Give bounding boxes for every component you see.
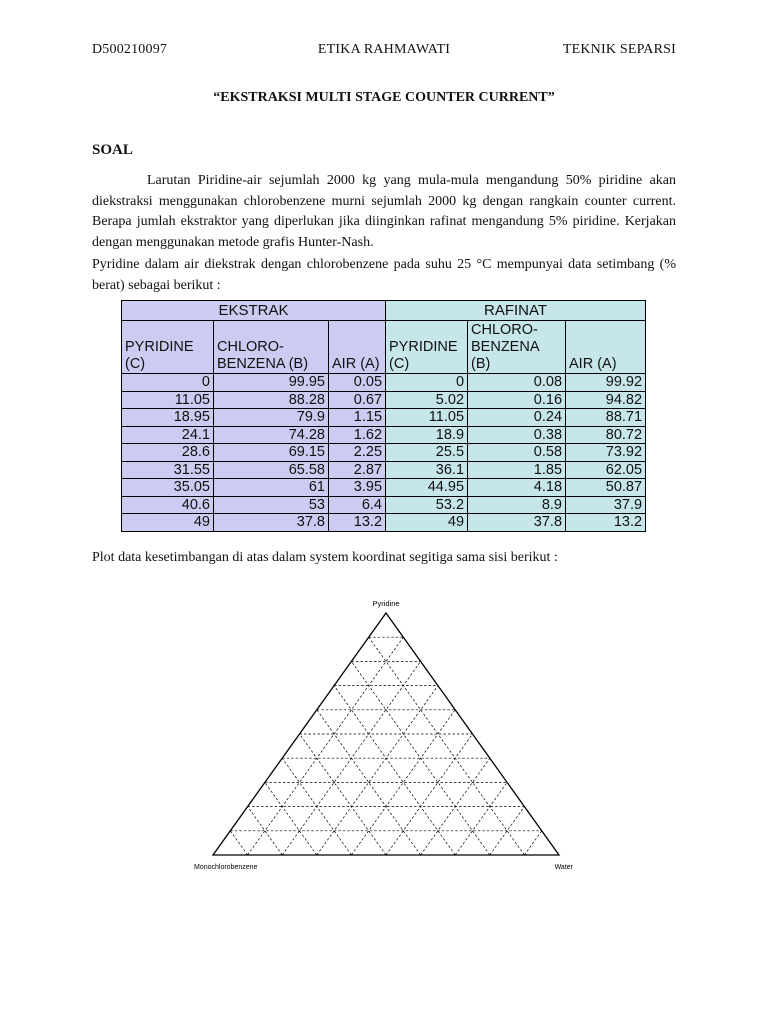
cell-rf-air: 80.72: [566, 426, 646, 444]
cell-rf-air: 99.92: [566, 374, 646, 392]
ternary-label-monochlorobenzene: Monochlorobenzene: [194, 864, 258, 871]
cell-ek-pyridine: 28.6: [122, 444, 214, 462]
col-header-ekstrak-pyridine: PYRIDINE (C): [122, 320, 214, 374]
cell-ek-chlorobenzena: 79.9: [214, 409, 329, 427]
cell-ek-chlorobenzena: 99.95: [214, 374, 329, 392]
table-row: [122, 496, 646, 514]
cell-ek-air: 1.62: [329, 426, 386, 444]
header-course: TEKNIK SEPARSI: [562, 42, 676, 57]
cell-rf-pyridine: 18.9: [386, 426, 468, 444]
ternary-diagram: [188, 595, 584, 875]
grid-line-chlorobenzene: [248, 637, 404, 855]
cell-ek-pyridine: 40.6: [122, 496, 214, 514]
cell-ek-air: 1.15: [329, 409, 386, 427]
cell-rf-chlorobenzena: 0.24: [468, 409, 566, 427]
section-heading: SOAL: [92, 142, 133, 158]
cell-ek-pyridine: 35.05: [122, 479, 214, 497]
cell-ek-chlorobenzena: 65.58: [214, 461, 329, 479]
cell-rf-chlorobenzena: 0.38: [468, 426, 566, 444]
cell-rf-pyridine: 5.02: [386, 391, 468, 409]
group-header-ekstrak: EKSTRAK: [122, 301, 386, 321]
cell-ek-pyridine: 24.1: [122, 426, 214, 444]
cell-ek-pyridine: 0: [122, 374, 214, 392]
data-intro-paragraph: Pyridine dalam air diekstrak dengan chlorobenzene pada suhu 25 °C mempunyai data setimbang (% berat) sebagai berikut :: [92, 257, 676, 293]
cell-ek-pyridine: 31.55: [122, 461, 214, 479]
cell-rf-air: 62.05: [566, 461, 646, 479]
grid-line-water: [369, 637, 525, 855]
cell-ek-chlorobenzena: 37.8: [214, 514, 329, 532]
grid-line-chlorobenzene: [386, 734, 473, 855]
table-row: [122, 374, 646, 392]
col-header-rafinat-pyridine: PYRIDINE (C): [386, 320, 468, 374]
cell-rf-pyridine: 25.5: [386, 444, 468, 462]
col-header-rafinat-air: AIR (A): [566, 320, 646, 374]
problem-paragraph: Larutan Piridine-air sejumlah 2000 kg yang mula-mula mengandung 50% piridine akan diekstraksi menggunakan chlorobenzene murni sejumlah 2000 kg dengan rangkain counter current. Berapa jumlah ekstraktor yang diperlukan jika diinginkan rafinat mengandung 5% piridine. Kerjakan dengan menggunakan metode grafis Hunter-Nash.: [92, 173, 676, 250]
header-student-id: D500210097: [92, 42, 168, 57]
document-title: “EKSTRAKSI MULTI STAGE COUNTER CURRENT”: [213, 90, 555, 105]
grid-line-chlorobenzene: [317, 686, 438, 855]
cell-ek-chlorobenzena: 74.28: [214, 426, 329, 444]
cell-rf-air: 37.9: [566, 496, 646, 514]
ternary-label-pyridine: Pyridine: [372, 599, 400, 608]
cell-rf-pyridine: 0: [386, 374, 468, 392]
cell-ek-air: 6.4: [329, 496, 386, 514]
grid-line-water: [334, 686, 455, 855]
page-header: [92, 42, 676, 62]
cell-rf-chlorobenzena: 0.08: [468, 374, 566, 392]
cell-rf-chlorobenzena: 4.18: [468, 479, 566, 497]
cell-ek-air: 0.67: [329, 391, 386, 409]
group-header-rafinat: RAFINAT: [386, 301, 646, 321]
cell-rf-chlorobenzena: 1.85: [468, 461, 566, 479]
grid-line-water: [230, 831, 247, 855]
grid-line-chlorobenzene: [455, 782, 507, 855]
cell-rf-pyridine: 36.1: [386, 461, 468, 479]
cell-ek-pyridine: 49: [122, 514, 214, 532]
cell-ek-chlorobenzena: 61: [214, 479, 329, 497]
cell-ek-pyridine: 11.05: [122, 391, 214, 409]
cell-ek-air: 3.95: [329, 479, 386, 497]
table-row: [122, 444, 646, 462]
cell-rf-air: 50.87: [566, 479, 646, 497]
table-body: [122, 374, 646, 532]
cell-ek-pyridine: 18.95: [122, 409, 214, 427]
cell-rf-air: 94.82: [566, 391, 646, 409]
table-row: [122, 514, 646, 532]
cell-ek-chlorobenzena: 69.15: [214, 444, 329, 462]
cell-rf-air: 73.92: [566, 444, 646, 462]
cell-rf-pyridine: 11.05: [386, 409, 468, 427]
col-header-rafinat-chlorobenzena: CHLORO-BENZENA (B): [468, 320, 566, 374]
equilibrium-data-table: [121, 300, 646, 532]
col-header-ekstrak-chlorobenzena: CHLORO-BENZENA (B): [214, 320, 329, 374]
plot-instruction-paragraph: Plot data kesetimbangan di atas dalam system koordinat segitiga sama sisi berikut :: [92, 550, 558, 565]
grid-line-chlorobenzene: [351, 710, 455, 855]
grid-line-water: [265, 782, 317, 855]
cell-rf-chlorobenzena: 0.58: [468, 444, 566, 462]
cell-rf-air: 88.71: [566, 409, 646, 427]
table-row: [122, 479, 646, 497]
cell-ek-chlorobenzena: 53: [214, 496, 329, 514]
ternary-grid: [230, 637, 541, 855]
cell-rf-pyridine: 44.95: [386, 479, 468, 497]
cell-ek-air: 2.25: [329, 444, 386, 462]
cell-ek-chlorobenzena: 88.28: [214, 391, 329, 409]
col-header-ekstrak-air: AIR (A): [329, 320, 386, 374]
cell-ek-air: 13.2: [329, 514, 386, 532]
ternary-label-water: Water: [554, 864, 573, 871]
grid-line-water: [300, 734, 387, 855]
cell-rf-chlorobenzena: 0.16: [468, 391, 566, 409]
table-row: [122, 461, 646, 479]
cell-ek-air: 0.05: [329, 374, 386, 392]
cell-rf-pyridine: 53.2: [386, 496, 468, 514]
cell-rf-pyridine: 49: [386, 514, 468, 532]
table-row: [122, 409, 646, 427]
cell-rf-chlorobenzena: 8.9: [468, 496, 566, 514]
cell-rf-chlorobenzena: 37.8: [468, 514, 566, 532]
header-author-name: ETIKA RAHMAWATI: [317, 42, 451, 57]
table-row: [122, 426, 646, 444]
grid-line-chlorobenzene: [524, 831, 541, 855]
cell-ek-air: 2.87: [329, 461, 386, 479]
table-row: [122, 391, 646, 409]
cell-rf-air: 13.2: [566, 514, 646, 532]
